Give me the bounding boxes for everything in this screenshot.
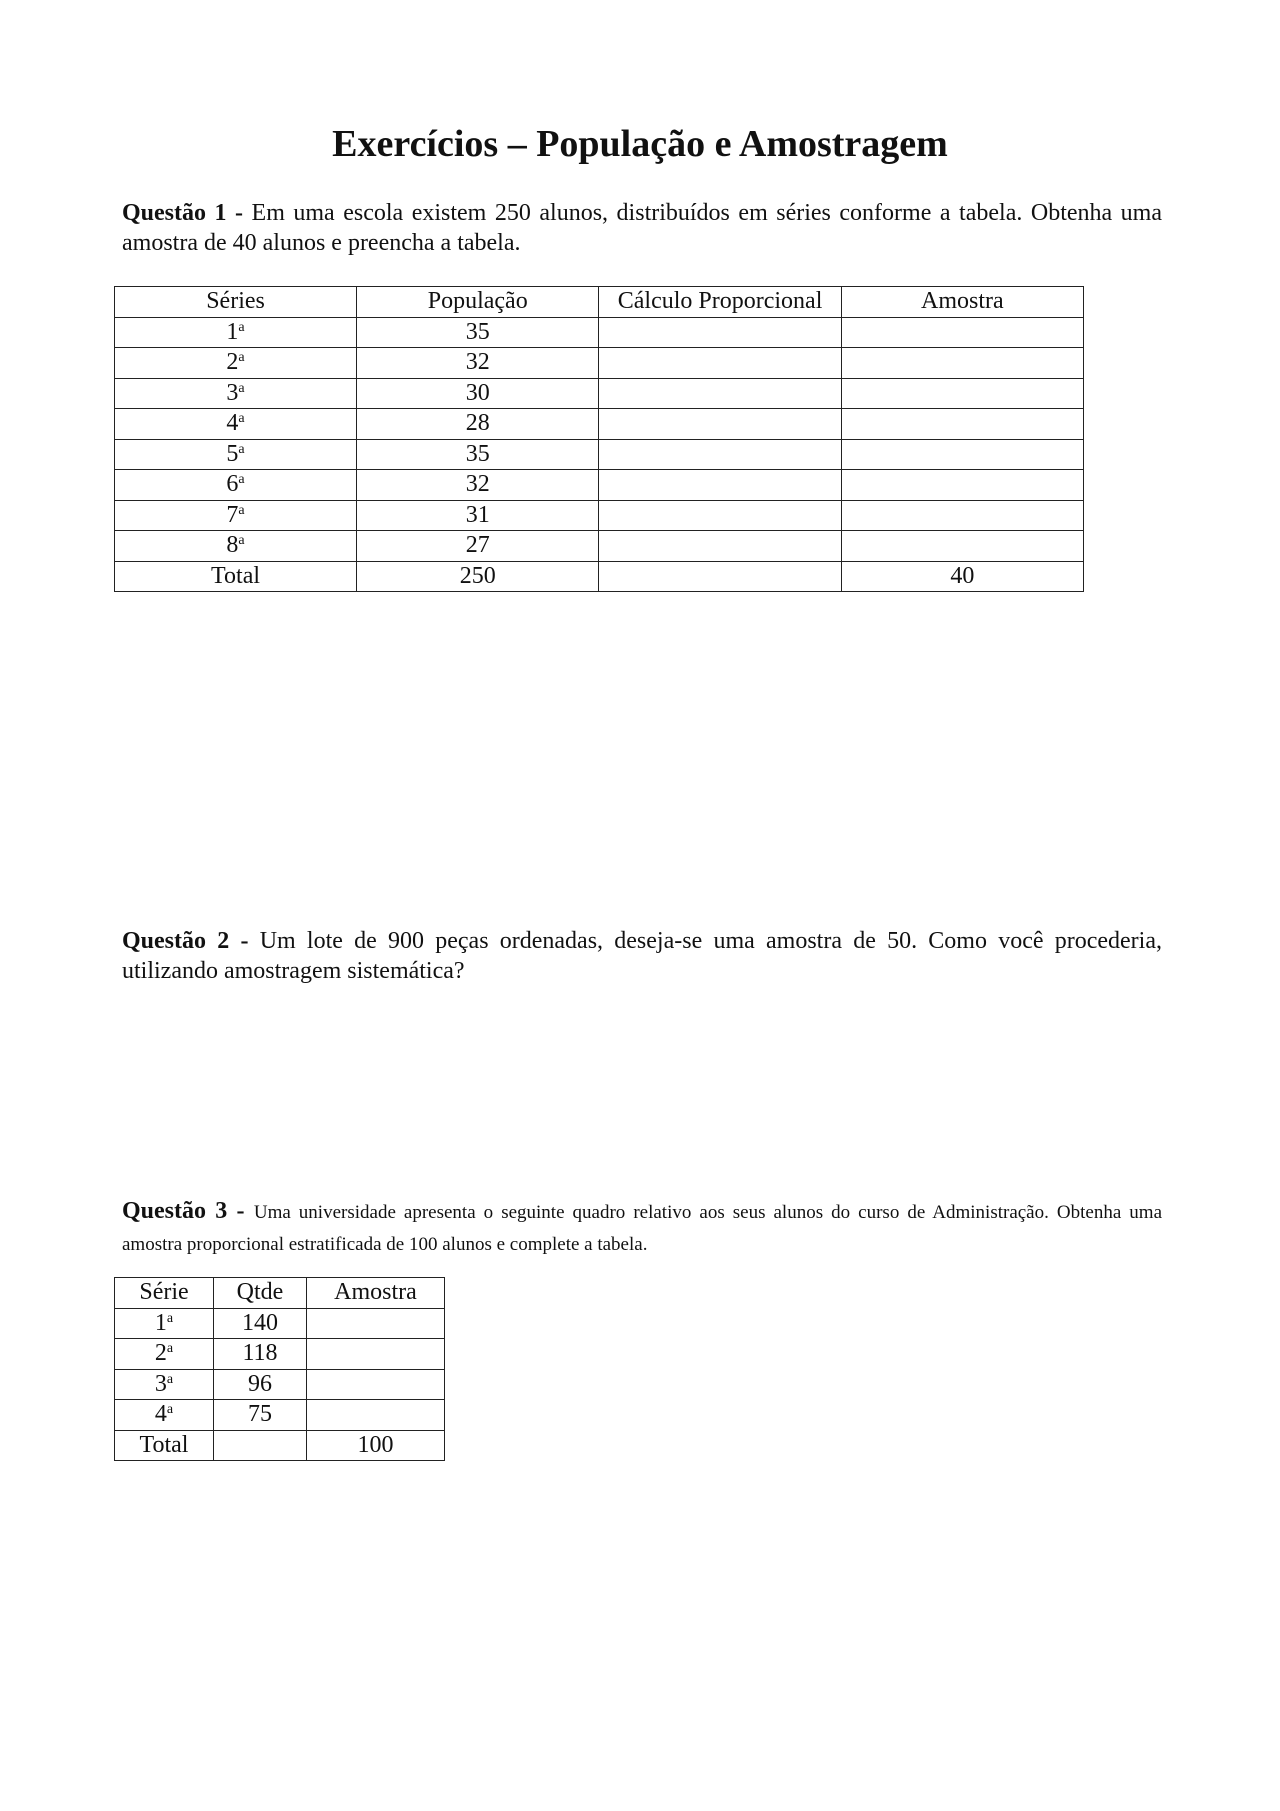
table-row xyxy=(115,1308,445,1339)
cell-serie: 7$^a$ xyxy=(115,500,357,531)
cell-populacao: 30 xyxy=(357,378,599,409)
table-row xyxy=(115,409,1084,440)
cell-serie: 8$^a$ xyxy=(115,531,357,562)
cell-amostra[interactable] xyxy=(841,378,1083,409)
table-row xyxy=(115,317,1084,348)
cell-populacao: 27 xyxy=(357,531,599,562)
header-amostra: Amostra xyxy=(307,1278,445,1309)
cell-serie: 3$^a$ xyxy=(115,378,357,409)
cell-populacao: 35 xyxy=(357,439,599,470)
table-row xyxy=(115,378,1084,409)
cell-calculo[interactable] xyxy=(599,470,841,501)
question-1 xyxy=(122,198,1162,258)
header-calculo-proporcional: Cálculo Proporcional xyxy=(599,287,841,318)
cell-total-qtde[interactable] xyxy=(214,1430,307,1461)
table-row xyxy=(115,439,1084,470)
cell-total-calculo[interactable] xyxy=(599,561,841,592)
cell-total-label: Total xyxy=(115,561,357,592)
cell-amostra[interactable] xyxy=(307,1339,445,1370)
header-amostra: Amostra xyxy=(841,287,1083,318)
cell-populacao: 32 xyxy=(357,348,599,379)
cell-amostra[interactable] xyxy=(841,500,1083,531)
cell-calculo[interactable] xyxy=(599,439,841,470)
cell-amostra[interactable] xyxy=(307,1400,445,1431)
cell-serie: 6$^a$ xyxy=(115,470,357,501)
cell-amostra[interactable] xyxy=(841,439,1083,470)
cell-serie: 4$^a$ xyxy=(115,409,357,440)
cell-amostra[interactable] xyxy=(307,1369,445,1400)
cell-qtde: 75 xyxy=(214,1400,307,1431)
cell-amostra[interactable] xyxy=(841,531,1083,562)
table-row xyxy=(115,1369,445,1400)
cell-qtde: 96 xyxy=(214,1369,307,1400)
cell-qtde: 140 xyxy=(214,1308,307,1339)
table-row xyxy=(115,500,1084,531)
cell-calculo[interactable] xyxy=(599,531,841,562)
cell-serie: 1$^a$ xyxy=(115,317,357,348)
cell-total-populacao: 250 xyxy=(357,561,599,592)
cell-populacao: 32 xyxy=(357,470,599,501)
cell-total-amostra: 40 xyxy=(841,561,1083,592)
question-3-text: Uma universidade apresenta o seguinte quadro relativo aos seus alunos do curso de Administração. Obtenha uma amostra proporcional estratificada de 100 alunos e complete a tabela. xyxy=(122,1202,1163,1255)
cell-amostra[interactable] xyxy=(307,1308,445,1339)
question-2-text: Um lote de 900 peças ordenadas, deseja-se uma amostra de 50. Como você procederia, utilizando amostragem sistemática? xyxy=(122,928,1162,984)
header-serie: Série xyxy=(115,1278,214,1309)
cell-serie: 2$^a$ xyxy=(115,348,357,379)
question-1-text: Em uma escola existem 250 alunos, distribuídos em séries conforme a tabela. Obtenha uma amostra de 40 alunos e preencha a tabela. xyxy=(122,200,1162,256)
cell-qtde: 118 xyxy=(214,1339,307,1370)
table-row xyxy=(115,1339,445,1370)
table-total-row xyxy=(115,1430,445,1461)
table-row xyxy=(115,1400,445,1431)
question-2-label: Questão 2 - xyxy=(122,928,249,954)
table-header-row xyxy=(115,1278,445,1309)
question-1-table xyxy=(114,286,1084,592)
cell-serie: 2$^a$ xyxy=(115,1339,214,1370)
page-title: Exercícios – População e Amostragem xyxy=(332,123,948,165)
cell-amostra[interactable] xyxy=(841,348,1083,379)
question-3 xyxy=(122,1196,1162,1260)
cell-populacao: 28 xyxy=(357,409,599,440)
question-3-table xyxy=(114,1277,445,1461)
cell-serie: 5$^a$ xyxy=(115,439,357,470)
cell-serie: 3$^a$ xyxy=(115,1369,214,1400)
question-2 xyxy=(122,926,1162,986)
cell-amostra[interactable] xyxy=(841,470,1083,501)
cell-populacao: 31 xyxy=(357,500,599,531)
cell-calculo[interactable] xyxy=(599,348,841,379)
header-qtde: Qtde xyxy=(214,1278,307,1309)
table-total-row xyxy=(115,561,1084,592)
table-header-row xyxy=(115,287,1084,318)
cell-calculo[interactable] xyxy=(599,317,841,348)
cell-amostra[interactable] xyxy=(841,409,1083,440)
table-row xyxy=(115,470,1084,501)
cell-calculo[interactable] xyxy=(599,500,841,531)
cell-populacao: 35 xyxy=(357,317,599,348)
cell-calculo[interactable] xyxy=(599,378,841,409)
cell-serie: 4$^a$ xyxy=(115,1400,214,1431)
table-row xyxy=(115,531,1084,562)
cell-total-amostra: 100 xyxy=(307,1430,445,1461)
cell-calculo[interactable] xyxy=(599,409,841,440)
table-row xyxy=(115,348,1084,379)
header-populacao: População xyxy=(357,287,599,318)
header-series: Séries xyxy=(115,287,357,318)
cell-amostra[interactable] xyxy=(841,317,1083,348)
cell-total-label: Total xyxy=(115,1430,214,1461)
question-3-label: Questão 3 - xyxy=(122,1198,245,1224)
question-1-label: Questão 1 - xyxy=(122,200,244,226)
cell-serie: 1$^a$ xyxy=(115,1308,214,1339)
